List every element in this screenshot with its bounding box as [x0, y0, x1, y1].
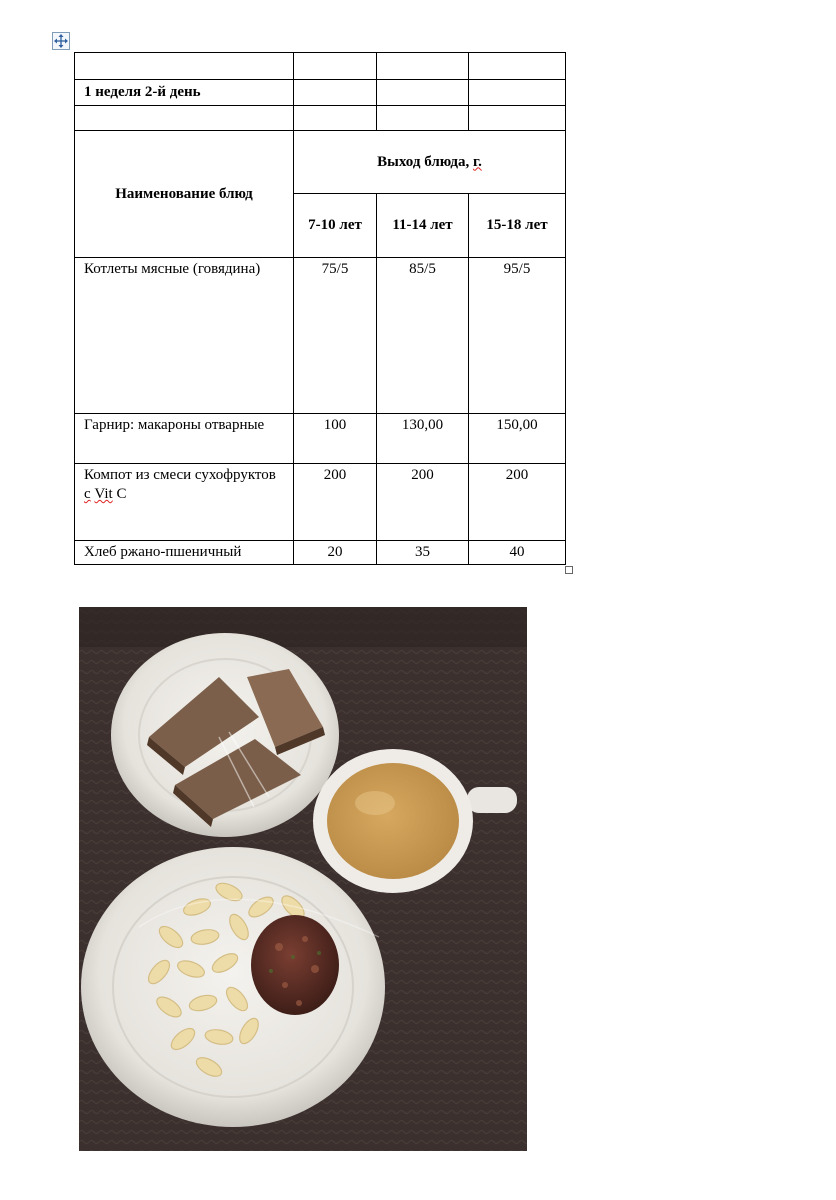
dish-value: 20	[294, 541, 377, 565]
dish-value: 150,00	[469, 414, 566, 464]
dish-value: 100	[294, 414, 377, 464]
dish-value: 200	[294, 464, 377, 541]
age-header-7-10: 7-10 лет	[294, 194, 377, 258]
table-row	[75, 53, 566, 80]
dish-name: Гарнир: макароны отварные	[75, 414, 294, 464]
table-cell	[75, 53, 294, 80]
table-header-row	[75, 131, 566, 194]
dish-name-part: Vit	[94, 485, 113, 502]
table-row	[75, 258, 566, 414]
dish-value: 130,00	[377, 414, 469, 464]
table-cell	[377, 80, 469, 106]
table-cell	[469, 106, 566, 131]
table-row	[75, 541, 566, 565]
table-move-handle[interactable]	[52, 32, 70, 50]
dish-name	[75, 464, 294, 541]
dish-value: 95/5	[469, 258, 566, 414]
table-cell	[469, 80, 566, 106]
table-row	[75, 464, 566, 541]
dish-value: 200	[469, 464, 566, 541]
dish-name-part: C	[116, 485, 127, 502]
table-cell	[377, 106, 469, 131]
dish-name-part: Компот из смеси сухофруктов	[84, 467, 276, 483]
age-header-11-14: 11-14 лет	[377, 194, 469, 258]
table-cell	[294, 80, 377, 106]
table-row	[75, 414, 566, 464]
dish-value: 200	[377, 464, 469, 541]
meal-photo	[79, 607, 527, 1151]
dish-name-part: с	[84, 485, 91, 502]
table-cell	[294, 53, 377, 80]
table-row	[75, 106, 566, 131]
move-arrows-icon	[53, 33, 69, 49]
dish-name-header: Наименование блюд	[75, 131, 294, 258]
dish-value: 35	[377, 541, 469, 565]
menu-table	[74, 52, 566, 565]
dish-value: 75/5	[294, 258, 377, 414]
table-cell	[75, 106, 294, 131]
table-cell	[469, 53, 566, 80]
age-header-15-18: 15-18 лет	[469, 194, 566, 258]
dish-value: 85/5	[377, 258, 469, 414]
output-header	[294, 131, 566, 194]
dish-value: 40	[469, 541, 566, 565]
output-header-unit: г.	[472, 153, 482, 170]
meal-photo-illustration	[79, 607, 527, 1151]
dish-name: Котлеты мясные (говядина)	[75, 258, 294, 414]
output-header-label: Выход блюда,	[377, 153, 470, 170]
table-row	[75, 80, 566, 106]
week-day-title: 1 неделя 2-й день	[75, 80, 294, 106]
table-cell	[377, 53, 469, 80]
dish-name: Хлеб ржано-пшеничный	[75, 541, 294, 565]
table-cell	[294, 106, 377, 131]
resize-handle-icon[interactable]	[565, 566, 573, 574]
